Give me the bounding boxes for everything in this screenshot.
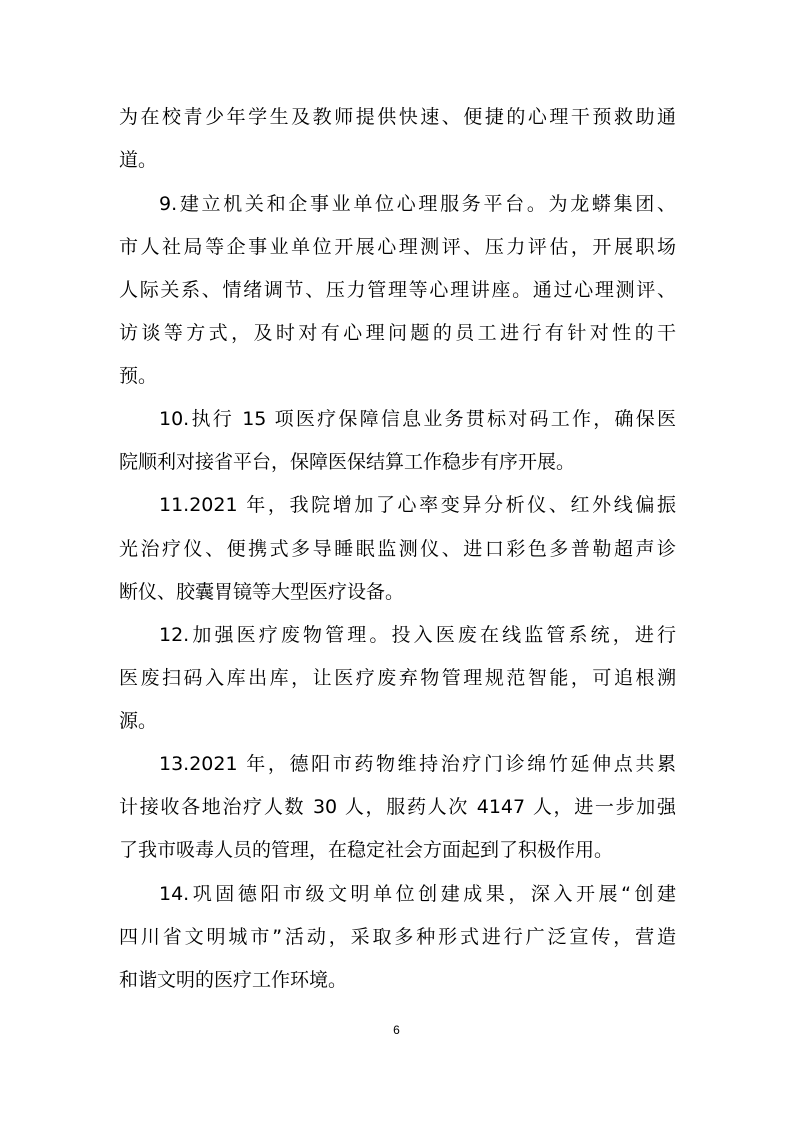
item-14-line: 四川省文明城市”活动，采取多种形式进行广泛宣传，营造	[119, 926, 676, 948]
item-9-line: 市人社局等企事业单位开展心理测评、压力评估，开展职场	[119, 236, 676, 258]
item-9-line: 预。	[119, 365, 158, 387]
page-number: 6	[393, 1023, 400, 1037]
paragraph-line: 道。	[119, 149, 158, 171]
item-10-line: 院顺利对接省平台，保障医保结算工作稳步有序开展。	[119, 451, 576, 473]
item-9-line: 9.建立机关和企事业单位心理服务平台。为龙蟒集团、	[159, 193, 676, 215]
item-13-line: 13.2021 年，德阳市药物维持治疗门诊绵竹延伸点共累	[159, 753, 676, 775]
item-9-line: 访谈等方式，及时对有心理问题的员工进行有针对性的干	[119, 322, 676, 344]
item-14-line: 和谐文明的医疗工作环境。	[119, 969, 348, 991]
item-12-line: 源。	[119, 710, 158, 732]
item-11-line: 光治疗仪、便携式多导睡眠监测仪、进口彩色多普勒超声诊	[119, 538, 676, 560]
item-10-line: 10.执行 15 项医疗保障信息业务贯标对码工作，确保医	[159, 408, 676, 430]
item-12-line: 医废扫码入库出库，让医疗废弃物管理规范智能，可追根溯	[119, 667, 676, 689]
item-13-line: 计接收各地治疗人数 30 人，服药人次 4147 人，进一步加强	[119, 796, 676, 818]
paragraph-line: 为在校青少年学生及教师提供快速、便捷的心理干预救助通	[119, 106, 676, 128]
item-11-line: 11.2021 年，我院增加了心率变异分析仪、红外线偏振	[159, 494, 676, 516]
item-13-line: 了我市吸毒人员的管理，在稳定社会方面起到了积极作用。	[119, 839, 614, 861]
item-12-line: 12.加强医疗废物管理。投入医废在线监管系统，进行	[159, 624, 676, 646]
item-9-line: 人际关系、情绪调节、压力管理等心理讲座。通过心理测评、	[119, 279, 676, 301]
item-14-line: 14.巩固德阳市级文明单位创建成果，深入开展“创建	[159, 883, 676, 905]
item-11-line: 断仪、胶囊胃镜等大型医疗设备。	[119, 581, 405, 603]
